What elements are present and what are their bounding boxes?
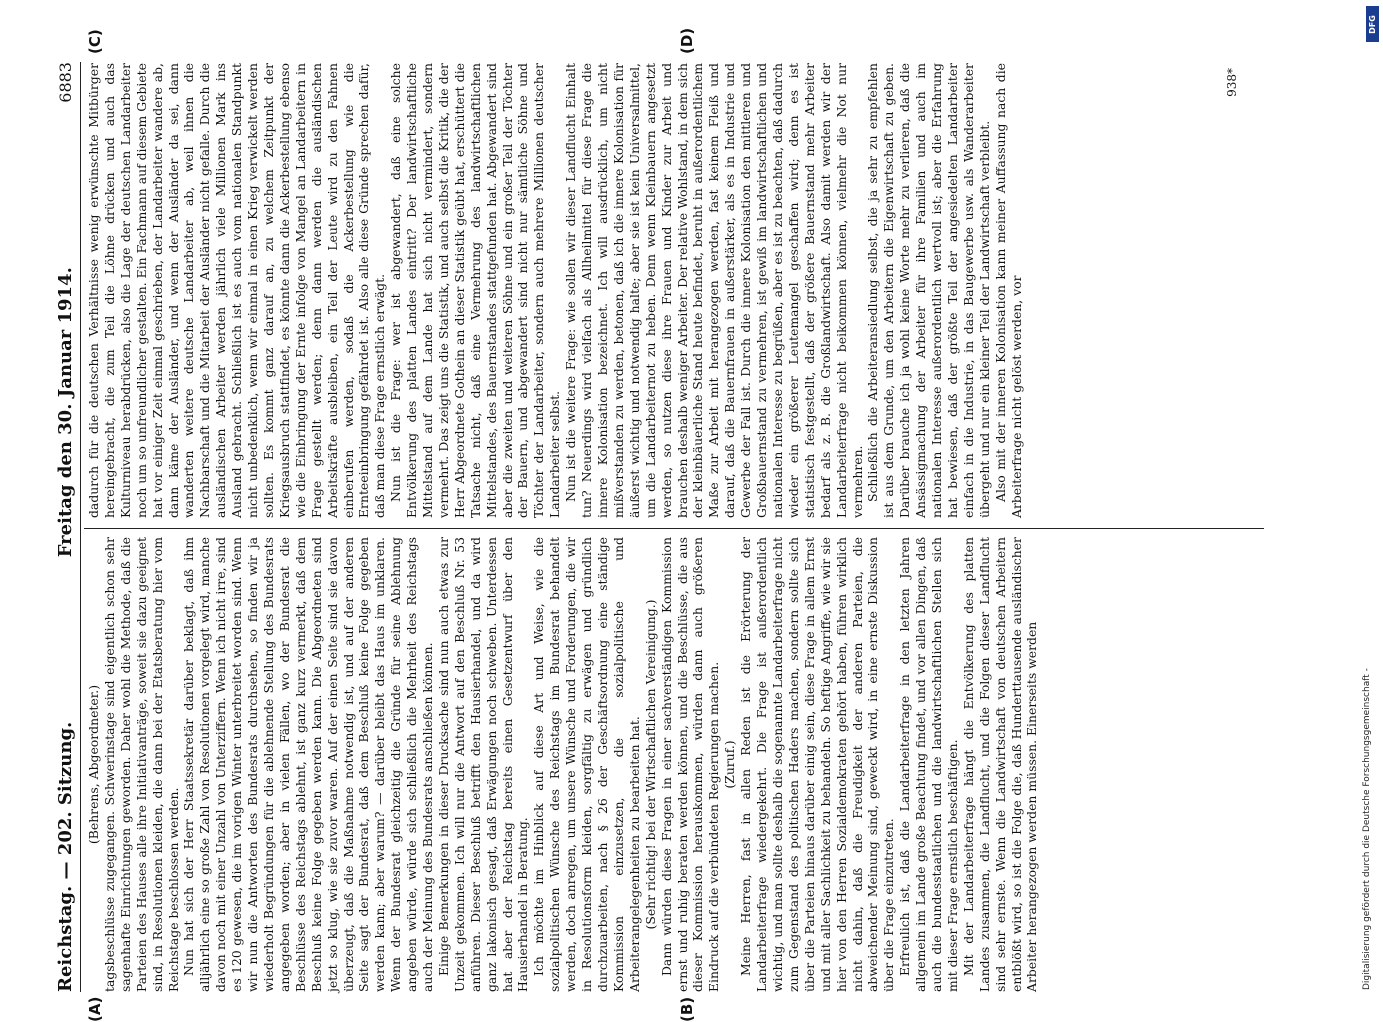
header-left: Reichstag. — 202. Sitzung.	[54, 721, 76, 992]
header-date: Freitag den 30. Januar 1914.	[54, 267, 76, 558]
paragraph: Nun hat sich der Herr Staatssekretär darüber beklagt, daß ihm alljährlich eine so große Zahl von Resolutionen vorgelegt wird, manche davon noch mit einer Unzahl von Unterziffern. Wenn ich nicht irre, sind es 120 gewesen, die im vorigen Winter unterbreitet worden sind. Wenn wir nun die Antworten des Bundesrats durchsehen, so finden wir ja wiederholt Begründungen für die ablehnende Stellung des Bundesrats angegeben worden; aber in vielen Fällen, wo der Bundesrat die Beschlüsse des Reichstags ablehnt, ist ganz kurz vermerkt, daß dem Beschluß keine Folge gegeben werden kann. Die Abgeordneten sind jetzt so klug, wie sie zuvor waren. Auf der einen Seite sind sie davon überzeugt, daß die Maßnahme notwendig ist, und auf der anderen Seite sagt der Bundesrat, daß dem Beschluß keine Folge gegeben werden kann; aber warum? — darüber bleibt das Haus im unklaren. Wenn der Bundesrat gleichzeitig die Gründe für seine Ablehnung angeben würde, würde sich schließlich die Mehrheit des Reichstags auch der Meinung des Bundesrats anschließen können.	[181, 537, 436, 992]
paragraph: Also mit der inneren Kolonisation kann meiner Auffassung nach die Arbeiterfrage nicht gelöst werden, vor	[992, 63, 1024, 518]
paragraph: Meine Herren, fast in allen Reden ist die Erörterung der Landarbeiterfrage wiedergekehrt. Die Frage ist außerordentlich wichtig, und man sollte deshalb die sogenannte Landarbeiterfrage nicht zum Gegenstand des politischen Haders machen, sondern sollte sich über die Parteien hinaus darüber einig sein, diese Frage in allem Ernst und mit aller Sachlichkeit zu behandeln. So heftige Angriffe, wie wir sie hier von den Herren Sozialdemokraten gehört haben, führen wirklich nicht dahin, daß die Freudigkeit der anderen Parteien, die abweichender Meinung sind, geweckt wird, in eine ernste Diskussion über die Frage einzutreten.	[738, 536, 897, 992]
interjection: (Sehr richtig! bei der Wirtschaftlichen Vereinigung.)	[642, 599, 658, 930]
speaker-name: (Behrens, Abgeordneter.)	[86, 684, 101, 845]
paragraph: Dann würden diese Fragen in einer sachverständigen Kommission ernst und ruhig beraten werden können, und die Beschlüsse, die aus dieser Kommission herauskommen, würden dann auch größeren Eindruck auf die verbündeten Regierungen machen.	[658, 537, 722, 992]
rotated-page	[50, 27, 1270, 1022]
paragraph: Nun ist die weitere Frage: wie sollen wir dieser Landflucht Einhalt tun? Neuerdings wird vielfach als Allheilmittel für diese Frage die innere Kolonisation bezeichnet. Ich will ausdrücklich, um nicht mißverstanden zu werden, betonen, daß ich die innere Kolonisation für äußerst wichtig und notwendig halte; aber sie ist kein Universalmittel, um die Landarbeiternot zu heben. Denn wenn Kleinbauern angesetzt werden, so nutzen diese ihre Frauen und Kinder zur Arbeit und brauchen deshalb weniger Arbeiter. Der relative Wohlstand, in dem sich der kleinbäuerliche Stand heute befindet, beruht in außerordentlichem Maße zur Arbeit mit herangezogen werden, fast keinem Fleiß und darauf, daß die Bauernfrauen in außerstärker, als es in Industrie und Gewerbe der Fall ist. Durch die innere Kolonisation den mittleren und Großbauernstand zu vermehren, ist gewiß im landwirtschaftlichen und nationalen Interesse zu begrüßen, aber es ist zu beachten, daß dadurch wieder ein größerer Leutemangel geschaffen wird; denn es ist statistisch festgestellt, daß der größere Bauernstand mehr Arbeiter bedarf als z. B. die Großlandwirtschaft. Also damit werden wir der Landarbeiterfrage nicht beikommen können, vielmehr die Not nur vermehren.	[563, 63, 865, 518]
page-header	[50, 62, 81, 992]
page-number: 6883	[55, 62, 75, 103]
interjection: (Zuruf.)	[722, 740, 738, 789]
paragraph: Ich möchte im Hinblick auf diese Art und Weise, wie die sozialpolitischen Wünsche des Reichstags im Bundesrat behandelt werden, doch anregen, um unsere Wünsche und Forderungen, die wir in Resolutionsform kleiden, sorgfältig zu erwägen und gründlich durchzuarbeiten, nach § 26 der Geschäftsordnung eine ständige Kommission einzusetzen, die sozialpolitische und Arbeiterangelegenheiten zu bearbeiten hat.	[531, 537, 642, 992]
sheet-signature: 938*	[1225, 68, 1239, 97]
margin-marker-c: (C)	[86, 29, 104, 54]
paragraph: tagsbeschlüsse zugegangen. Schwerinstage sind eigentlich schon sehr sagenhafte Einrichtungen geworden. Daher wohl die Methode, daß die Parteien des Hauses alle ihre Initiativanträge, soweit sie dazu geeignet sind, in Resolutionen kleiden, die dann bei der Etatsberatung hier vom Reichstage beschlossen werden.	[101, 537, 181, 992]
digitization-credit: Digitalisierung gefördert durch die Deutsche Forschungsgemeinschaft -	[1362, 668, 1372, 990]
left-column	[86, 537, 1040, 992]
margin-marker-a: (A)	[86, 996, 104, 1022]
margin-marker-d: (D)	[678, 27, 696, 54]
margin-marker-b: (B)	[678, 996, 696, 1022]
paragraph: Einige Bemerkungen in dieser Drucksache sind nun auch etwas zur Unzeit gekommen. Ich will nur die Antwort auf den Beschluß Nr. 53 anführen. Dieser Beschluß betrifft den Hausierhandel, und da wird ganz lakonisch gesagt, daß Erwägungen noch schweben. Unterdessen hat aber der Reichstag bereits einen Gesetzentwurf über den Hausierhandel in Beratung.	[435, 537, 531, 992]
dfg-logo-text: DFG	[1368, 14, 1378, 34]
paragraph: Mit der Landarbeiterfrage hängt die Entvölkerung des platten Landes zusammen, die Landflucht, und die Folgen dieser Landflucht sind sehr ernste. Wenn die Landwirtschaft von deutschen Arbeitern entblößt wird, so ist die Folge die, daß Hunderttausende ausländischer Arbeiter herangezogen werden müssen. Einerseits werden	[960, 537, 1040, 992]
right-column	[86, 63, 1024, 518]
dfg-logo	[1366, 6, 1379, 42]
column-divider	[84, 528, 1264, 529]
paragraph: dadurch für die deutschen Verhältnisse wenig erwünschte Mitbürger hereingebracht, die zum Teil die Löhne drücken und auch das Kulturniveau herabdrücken, also die Lage der deutschen Landarbeiter noch um so unfreundlicher gestalten. Ein Fachmann auf diesem Gebiete hat vor einiger Zeit einmal geschrieben, der Landarbeiter wandere ab, dann käme der Ausländer, und wenn der Ausländer da sei, dann wanderten weitere deutsche Landarbeiter ab, weil ihnen die Nachbarschaft und die Mitarbeit der Ausländer nicht gefalle. Durch die ausländischen Arbeiter werden jährlich viele Millionen Mark ins Ausland gebracht. Schließlich ist es auch vom nationalen Standpunkt nicht unbedenklich, wenn wir einmal in einen Krieg verwickelt werden sollten. Es kommt ganz darauf an, zu welchem Zeitpunkt der Kriegsausbruch stattfindet, es könnte dann die Ackerbestellung ebenso wie die Einbringung der Ernte infolge von Mangel an Landarbeitern in Frage gestellt werden; denn dann werden die ausländischen Arbeitskräfte ausbleiben, ein Teil der Leute wird zu den Fahnen einberufen werden, sodaß die Ackerbestellung wie die Ernteeinbringung gefährdet ist. Also alle diese Gründe sprechen dafür, daß man diese Frage ernstlich erwägt.	[86, 63, 388, 518]
paragraph: Schließlich die Arbeiteransiedlung selbst, die ja sehr zu empfehlen ist aus dem Grunde, um den Arbeitern die Eigenwirtschaft zu geben. Darüber brauche ich ja wohl keine Worte mehr zu verlieren, daß die Ansässigmachung der Arbeiter für ihre Familien und auch im nationalen Interesse außerordentlich wertvoll ist; aber die Erfahrung hat bewiesen, daß der größte Teil der angesiedelten Landarbeiter einfach in die Industrie, in das Baugewerbe usw. als Wanderarbeiter übergeht und nur ein kleiner Teil der Landwirtschaft verbleibt.	[865, 63, 992, 518]
paragraph: Nun ist die Frage: wer ist abgewandert, daß eine solche Entvölkerung des platten Landes eintritt? Der landwirtschaftliche Mittelstand auf dem Lande hat sich nicht vermindert, sondern vermehrt. Das zeigt uns die Statistik, und auch selbst die Kritik, die der Herr Abgeordnete Gothein an dieser Statistik geübt hat, erschüttert die Tatsache nicht, daß eine Vermehrung des landwirtschaftlichen Mittelstandes, des Bauernstandes stattgefunden hat. Abgewandert sind aber die zweiten und weiteren Söhne und ein großer Teil der Töchter der Bauern, und abgewandert sind nicht nur sämtliche Söhne und Töchter der Landarbeiter, sondern auch mehrere Millionen deutscher Landarbeiter selbst.	[388, 63, 563, 518]
paragraph: Erfreulich ist, daß die Landarbeiterfrage in den letzten Jahren allgemein im Lande große Beachtung findet, und vor allen Dingen, daß auch die bundesstaatlichen und die landwirtschaftlichen Stellen sich mit dieser Frage ernstlich beschäftigen.	[897, 537, 960, 992]
